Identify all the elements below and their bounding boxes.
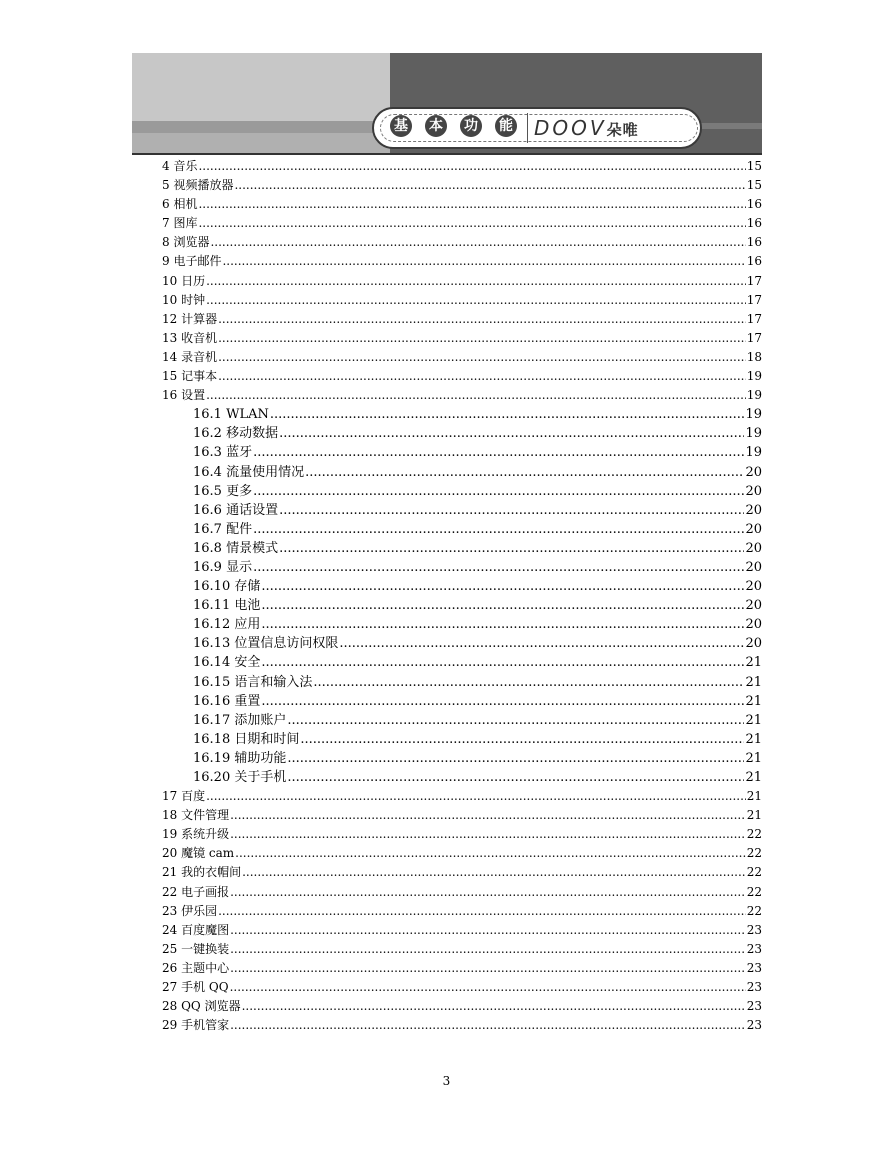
toc-leader-dots [261,615,744,634]
toc-entry-label: 16.8 情景模式 [193,540,279,556]
toc-entry-page: 17 [746,330,762,345]
toc-entry-label: 10 时钟 [162,292,206,307]
toc-entry[interactable] [162,176,762,195]
toc-entry[interactable] [162,653,762,672]
toc-entry-page: 22 [746,903,762,918]
toc-entry-page: 21 [745,693,762,709]
toc-entry[interactable] [162,463,762,482]
toc-leader-dots [218,367,746,386]
section-char-4: 能 [495,115,517,137]
toc-leader-dots [279,501,744,520]
toc-leader-dots [253,520,744,539]
toc-entry-label: 16.4 流量使用情况 [193,464,305,480]
section-char-1: 基 [390,115,412,137]
toc-entry[interactable] [162,367,762,386]
toc-leader-dots [218,348,746,367]
toc-leader-dots [313,673,744,692]
toc-entry-label: 16.7 配件 [193,521,253,537]
toc-leader-dots [230,978,746,997]
pill-divider [527,113,528,143]
toc-leader-dots [253,482,744,501]
toc-entry-page: 20 [745,598,762,614]
toc-entry-page: 20 [745,464,762,480]
toc-entry-label: 16.16 重置 [193,693,261,709]
toc-entry-page: 23 [746,960,762,975]
toc-entry-label: 21 我的衣帽间 [162,865,242,880]
toc-entry-label: 13 收音机 [162,330,218,345]
page-number: 3 [442,1074,451,1088]
header-rule [132,153,762,155]
toc-entry-page: 19 [745,407,762,423]
toc-entry-page: 23 [746,922,762,937]
toc-entry[interactable] [162,348,762,367]
toc-leader-dots [198,214,745,233]
toc-entry-page: 17 [746,292,762,307]
toc-entry[interactable] [162,749,762,768]
toc-entry-page: 22 [746,884,762,899]
toc-entry[interactable] [162,711,762,730]
toc-entry-label: 9 电子邮件 [162,254,222,269]
toc-entry-label: 16.10 存储 [193,579,261,595]
toc-entry[interactable] [162,1016,762,1035]
toc-entry-label: 19 系统升级 [162,827,230,842]
toc-entry[interactable] [162,615,762,634]
toc-entry[interactable] [162,806,762,825]
toc-entry-label: 16.13 位置信息访问权限 [193,636,339,652]
toc-leader-dots [261,596,744,615]
brand-logo [534,117,639,139]
toc-leader-dots [230,921,746,940]
toc-entry-page: 17 [746,311,762,326]
toc-entry-label: 23 伊乐园 [162,903,218,918]
toc-leader-dots [235,844,746,863]
toc-entry[interactable] [162,501,762,520]
toc-entry[interactable] [162,692,762,711]
toc-entry-page: 19 [746,388,762,403]
toc-entry[interactable] [162,997,762,1016]
toc-entry-label: 16 设置 [162,388,206,403]
toc-entry[interactable] [162,558,762,577]
toc-entry[interactable] [162,329,762,348]
toc-entry[interactable] [162,233,762,252]
toc-entry-label: 28 QQ 浏览器 [162,999,241,1014]
toc-entry-page: 21 [745,750,762,766]
toc-leader-dots [198,157,745,176]
header-band [132,121,390,133]
toc-entry-page: 20 [745,521,762,537]
toc-leader-dots [339,634,744,653]
toc-entry-label: 16.9 显示 [193,559,253,575]
toc-entry-label: 16.5 更多 [193,483,253,499]
toc-entry[interactable] [162,482,762,501]
toc-entry[interactable] [162,768,762,787]
toc-entry-label: 16.19 辅助功能 [193,750,287,766]
toc-entry-label: 29 手机管家 [162,1018,230,1033]
toc-entry-label: 6 相机 [162,197,198,212]
toc-entry-page: 15 [746,159,762,173]
toc-entry-page: 16 [746,197,762,212]
toc-entry-page: 23 [746,1018,762,1033]
toc-entry-label: 16.20 关于手机 [193,770,287,785]
toc-entry[interactable] [162,596,762,615]
toc-entry[interactable] [162,673,762,692]
toc-leader-dots [230,1016,746,1035]
toc-leader-dots [230,940,746,959]
toc-entry-page: 21 [746,808,762,823]
section-char-2: 本 [425,115,447,137]
toc-leader-dots [305,463,744,482]
toc-entry-label: 27 手机 QQ [162,980,229,995]
toc-leader-dots [218,310,746,329]
toc-entry-page: 21 [745,731,762,747]
toc-entry[interactable] [162,883,762,902]
toc-leader-dots [279,424,744,443]
toc-leader-dots [287,749,744,768]
toc-entry-page: 20 [745,579,762,595]
toc-entry[interactable] [162,730,762,749]
toc-entry[interactable] [162,844,762,863]
section-char-3: 功 [460,115,482,137]
toc-entry-label: 16.18 日期和时间 [193,731,300,747]
toc-entry[interactable] [162,940,762,959]
toc-entry-label: 16.15 语言和输入法 [193,674,313,690]
toc-entry-label: 10 日历 [162,273,206,288]
toc-entry-label: 25 一键换装 [162,941,230,956]
toc-entry[interactable] [162,386,762,405]
toc-entry-page: 21 [746,789,762,804]
toc-entry-page: 20 [745,502,762,518]
toc-leader-dots [206,386,746,405]
toc-entry-page: 22 [746,846,762,861]
toc-entry-page: 21 [745,674,762,690]
toc-entry[interactable] [162,520,762,539]
toc-entry-label: 20 魔镜 cam [162,846,235,861]
toc-leader-dots [242,997,746,1016]
toc-entry-label: 12 计算器 [162,311,218,326]
toc-entry[interactable] [162,443,762,462]
toc-entry-page: 23 [746,999,762,1014]
toc-entry-page: 22 [746,865,762,880]
toc-entry[interactable] [162,634,762,653]
toc-leader-dots [234,176,745,195]
toc-entry-label: 16.2 移动数据 [193,426,279,442]
toc-entry-page: 23 [746,980,762,995]
toc-entry-page: 21 [745,712,762,728]
toc-entry-page: 23 [746,941,762,956]
toc-leader-dots [206,291,746,310]
toc-leader-dots [253,558,744,577]
toc-entry-page: 19 [746,369,762,384]
toc-entry-page: 20 [745,559,762,575]
toc-entry-label: 15 记事本 [162,369,218,384]
toc-entry-page: 17 [746,273,762,288]
toc-entry-label: 8 浏览器 [162,235,210,250]
toc-entry-label: 24 百度魔图 [162,922,230,937]
toc-entry[interactable] [162,195,762,214]
toc-entry[interactable] [162,424,762,443]
toc-entry[interactable] [162,157,762,176]
toc-entry-page: 16 [746,235,762,250]
toc-entry-page: 15 [746,178,762,193]
toc-entry-label: 4 音乐 [162,159,198,173]
toc-entry[interactable] [162,825,762,844]
toc-leader-dots [261,692,744,711]
toc-leader-dots [218,329,746,348]
table-of-contents [162,157,762,1035]
toc-leader-dots [253,443,744,462]
toc-entry-label: 16.14 安全 [193,655,261,671]
toc-entry-page: 16 [746,254,762,269]
toc-leader-dots [230,825,746,844]
toc-entry-label: 16.3 蓝牙 [193,445,253,461]
toc-leader-dots [210,233,745,252]
toc-leader-dots [287,711,744,730]
toc-entry[interactable] [162,787,762,806]
toc-entry-page: 20 [745,617,762,633]
brand-logo-text: DOOV [534,116,607,140]
toc-entry-label: 16.6 通话设置 [193,502,279,518]
toc-leader-dots [261,577,744,596]
toc-entry-page: 16 [746,216,762,231]
toc-entry[interactable] [162,902,762,921]
toc-entry-label: 16.12 应用 [193,617,261,633]
toc-entry-page: 20 [745,483,762,499]
brand-chinese-name: 朵唯 [606,121,639,139]
toc-leader-dots [230,806,746,825]
toc-entry-label: 14 录音机 [162,349,218,364]
toc-entry-label: 17 百度 [162,789,206,804]
toc-entry[interactable] [162,252,762,271]
toc-entry-label: 22 电子画报 [162,884,230,899]
header-left-panel [132,53,390,153]
toc-entry[interactable] [162,921,762,940]
toc-entry[interactable] [162,291,762,310]
toc-leader-dots [206,272,746,291]
toc-leader-dots [230,883,746,902]
toc-leader-dots [218,902,746,921]
toc-entry-label: 18 文件管理 [162,808,230,823]
toc-leader-dots [279,539,744,558]
toc-leader-dots [300,730,744,749]
toc-entry-label: 16.11 电池 [193,598,261,614]
toc-entry-page: 19 [745,445,762,461]
toc-entry-label: 7 图库 [162,216,198,231]
toc-entry[interactable] [162,214,762,233]
toc-entry[interactable] [162,539,762,558]
toc-entry[interactable] [162,978,762,997]
toc-leader-dots [287,768,744,787]
toc-entry-page: 21 [745,770,762,785]
toc-entry[interactable] [162,863,762,882]
toc-entry-page: 22 [746,827,762,842]
toc-entry-page: 19 [745,426,762,442]
toc-entry[interactable] [162,272,762,291]
toc-entry-label: 26 主题中心 [162,960,230,975]
toc-entry-page: 20 [745,540,762,556]
toc-leader-dots [222,252,745,271]
header-band-lower [132,133,390,153]
page-header-banner [132,53,762,155]
toc-entry[interactable] [162,959,762,978]
toc-entry-label: 16.17 添加账户 [193,712,287,728]
toc-leader-dots [230,959,746,978]
toc-leader-dots [198,195,745,214]
toc-entry[interactable] [162,405,762,424]
toc-leader-dots [270,405,745,424]
toc-entry-page: 20 [745,636,762,652]
toc-leader-dots [261,653,744,672]
toc-entry-page: 18 [746,349,762,364]
toc-leader-dots [206,787,746,806]
toc-entry[interactable] [162,310,762,329]
toc-entry-label: 16.1 WLAN [193,407,269,423]
toc-entry-page: 21 [745,655,762,671]
toc-entry-label: 5 视频播放器 [162,178,234,193]
toc-leader-dots [242,863,746,882]
toc-entry[interactable] [162,577,762,596]
